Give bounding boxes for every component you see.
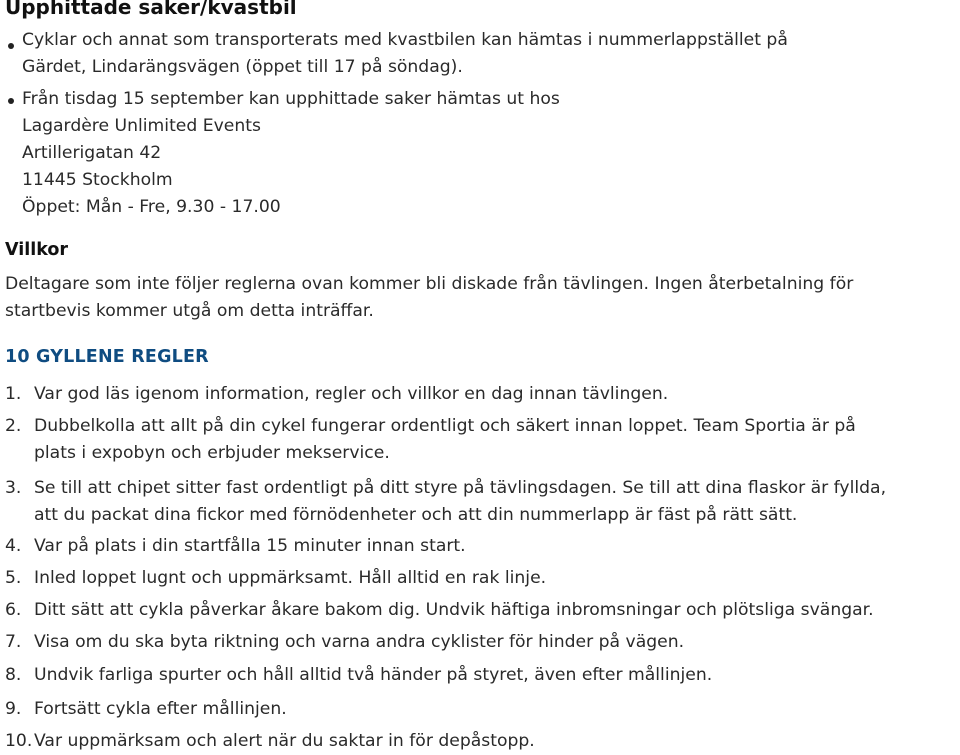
villkor-line-1: Deltagare som inte följer reglerna ovan kommer bli diskade från tävlingen. Ingen återbetalning för [5,274,854,294]
rule-9-line-1: Fortsätt cykla efter mållinjen. [34,699,287,719]
rule-2-line-1: Dubbelkolla att allt på din cykel fungerar ordentligt och säkert innan loppet. Team Sportia är på [34,416,856,436]
bullet-1-line-2: Gärdet, Lindarängsvägen (öppet till 17 på söndag). [22,57,463,77]
rule-7-number: 7. [5,632,22,652]
rule-4-number: 4. [5,536,22,556]
rule-1-number: 1. [5,384,22,404]
bullet-icon [8,43,14,49]
rule-6-line-1: Ditt sätt att cykla påverkar åkare bakom dig. Undvik häftiga inbromsningar och plötsliga svängar. [34,600,874,620]
rule-6-number: 6. [5,600,22,620]
rule-10-number: 10. [5,731,33,751]
villkor-line-2: startbevis kommer utgå om detta inträffar. [5,301,374,321]
rule-5-number: 5. [5,568,22,588]
rule-7-line-1: Visa om du ska byta riktning och varna andra cyklister för hinder på vägen. [34,632,685,652]
heading-villkor: Villkor [5,240,69,260]
bullet-1-line-1: Cyklar och annat som transporterats med kvastbilen kan hämtas i nummerlappstället på [22,30,788,50]
rule-8-line-1: Undvik farliga spurter och håll alltid två händer på styret, även efter mållinjen. [34,665,713,685]
rule-3-line-1: Se till att chipet sitter fast ordentligt på ditt styre på tävlingsdagen. Se till att dina flaskor är fyllda, [34,478,887,498]
bullet-2-line-1: Från tisdag 15 september kan upphittade saker hämtas ut hos [22,89,560,109]
rule-1-line-1: Var god läs igenom information, regler och villkor en dag innan tävlingen. [34,384,669,404]
rule-2-number: 2. [5,416,22,436]
rule-10-line-1: Var uppmärksam och alert när du saktar in för depåstopp. [34,731,535,751]
rule-9-number: 9. [5,699,22,719]
rule-3-line-2: att du packat dina fickor med förnödenheter och att din nummerlapp är fäst på rätt sätt. [34,505,798,525]
bullet-2-line-5: Öppet: Mån - Fre, 9.30 - 17.00 [22,197,281,217]
rule-3-number: 3. [5,478,22,498]
bullet-2-line-2: Lagardère Unlimited Events [22,116,261,136]
bullet-2-line-3: Artillerigatan 42 [22,143,162,163]
rule-2-line-2: plats i expobyn och erbjuder mekservice. [34,443,390,463]
rule-4-line-1: Var på plats i din startfålla 15 minuter innan start. [34,536,466,556]
heading-golden-rules: 10 GYLLENE REGLER [5,347,209,367]
rule-5-line-1: Inled loppet lugnt och uppmärksamt. Håll alltid en rak linje. [34,568,547,588]
rule-8-number: 8. [5,665,22,685]
bullet-icon [8,98,14,104]
bullet-2-line-4: 11445 Stockholm [22,170,173,190]
heading-lost-and-found: Upphittade saker/kvastbil [5,0,297,19]
